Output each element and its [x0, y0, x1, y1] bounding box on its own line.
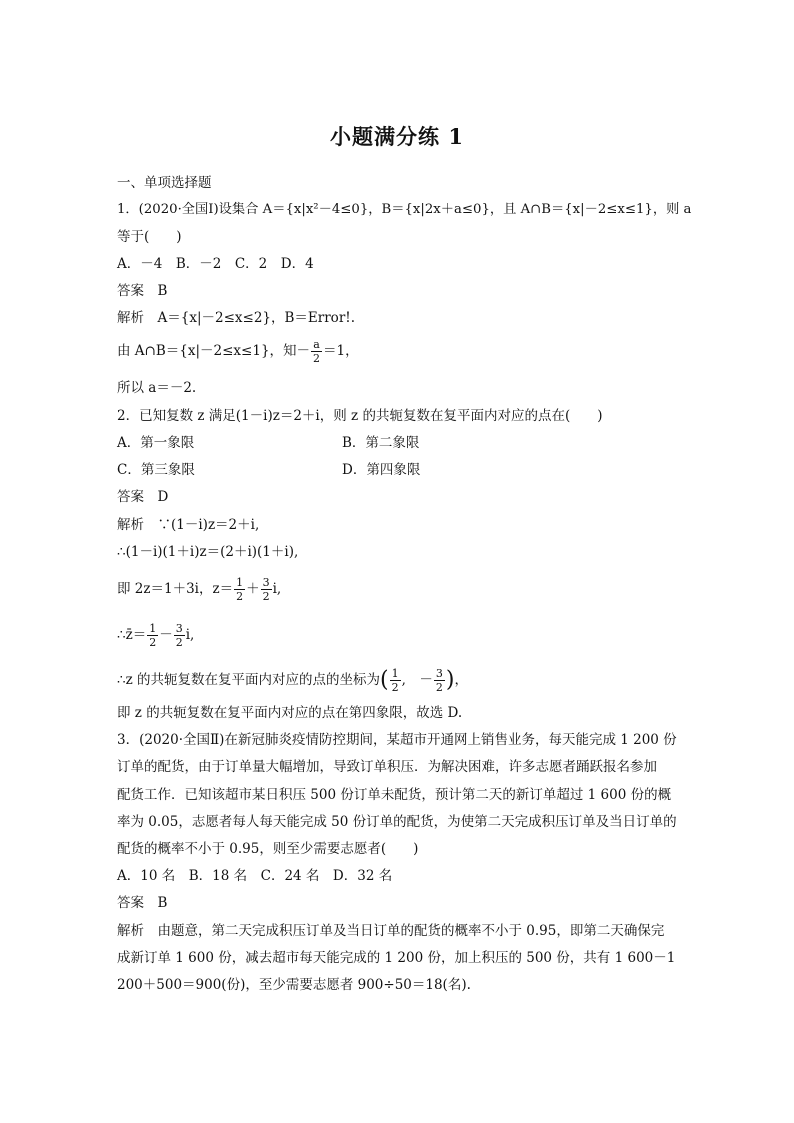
- fraction: $\frac{1}{2}$: [391, 667, 399, 694]
- page-title: 小题满分练 1: [330, 124, 464, 149]
- fraction: $\frac{3}{2}$: [435, 667, 443, 694]
- q3-analysis-line1: 解析 由题意，第二天完成积压订单及当日订单的配货的概率不小于 0.95，即第二天确保完: [117, 923, 665, 939]
- q2-analysis-line1: 解析 ∵(1－i)z＝2＋i,: [117, 517, 260, 533]
- q3-stem-line3: 配货工作．已知该超市某日积压 500 份订单未配货，预计第二天的新订单超过 1 600 份的概: [117, 787, 672, 803]
- q3-analysis-line2: 成新订单 1 600 份，减去超市每天能完成的 1 200 份，加上积压的 500 份，共有 1 600－1: [117, 950, 676, 966]
- q3-stem-line5: 配货的概率不小于 0.95，则至少需要志愿者( ): [117, 841, 419, 857]
- q2-analysis-line4: ∴z̄＝ $\frac{1}{2}$ － $\frac{3}{2}$ i,: [117, 622, 195, 649]
- q2-analysis-line6: 即 z 的共轭复数在复平面内对应的点在第四象限，故选 D.: [117, 705, 463, 721]
- q3-analysis-line3: 200＋500＝900(份)，至少需要志愿者 900÷50＝18(名).: [117, 977, 471, 993]
- q2-option-a: A．第一象限: [117, 435, 195, 451]
- q1-analysis-line2: 由 A∩B＝{x|－2≤x≤1}，知－ $\frac{a}{2}$ ＝1，: [117, 338, 359, 365]
- section-heading: 一、单项选择题: [117, 175, 212, 191]
- q2-analysis-line3: 即 2z＝1＋3i，z＝ $\frac{1}{2}$ ＋ $\frac{3}{2}$ i,: [117, 576, 282, 603]
- q3-stem-line1: 3．(2020·全国Ⅱ)在新冠肺炎疫情防控期间，某超市开通网上销售业务，每天能完成 1 200 份: [117, 732, 677, 748]
- fraction: $\frac{1}{2}$: [149, 622, 157, 649]
- q1-analysis-line3: 所以 a＝－2.: [117, 380, 197, 396]
- q2-option-d: D．第四象限: [342, 462, 421, 478]
- q3-answer: 答案 B: [117, 895, 168, 911]
- fraction: $\frac{1}{2}$: [236, 576, 244, 603]
- q2-analysis-line5: ∴z 的共轭复数在复平面内对应的点的坐标为( $\frac{1}{2}$ , － $\frac{3}{2}$ )，: [117, 667, 468, 694]
- q2-answer: 答案 D: [117, 489, 169, 505]
- q3-stem-line2: 订单的配货，由于订单量大幅增加，导致订单积压．为解决困难，许多志愿者踊跃报名参加: [117, 759, 657, 775]
- q1-answer: 答案 B: [117, 283, 168, 299]
- q1-stem-line2: 等于( ): [117, 229, 182, 245]
- fraction: $\frac{3}{2}$: [262, 576, 270, 603]
- q3-options: A．10 名 B．18 名 C．24 名 D．32 名: [117, 868, 393, 884]
- q1-analysis-text: 由 A∩B＝{x|－2≤x≤1}，知－: [117, 343, 311, 359]
- q2-option-b: B．第二象限: [342, 435, 420, 451]
- fraction: $\frac{3}{2}$: [175, 622, 183, 649]
- q2-option-c: C．第三象限: [117, 462, 195, 478]
- q1-options: A．－4 B．－2 C．2 D．4: [117, 256, 314, 272]
- q2-analysis-line2: ∴(1－i)(1＋i)z＝(2＋i)(1＋i),: [117, 544, 299, 560]
- q2-stem: 2．已知复数 z 满足(1－i)z＝2＋i，则 z 的共轭复数在复平面内对应的点在( ): [117, 408, 603, 424]
- fraction: $\frac{a}{2}$: [313, 338, 321, 365]
- q1-analysis-line1: 解析 A＝{x|－2≤x≤2}，B＝Error!.: [117, 310, 355, 326]
- q3-stem-line4: 率为 0.05，志愿者每人每天能完成 50 份订单的配货，为使第二天完成积压订单及当日订单的: [117, 814, 677, 830]
- q1-stem-line1: 1．(2020·全国Ⅰ)设集合 A＝{x|x²－4≤0}，B＝{x|2x＋a≤0}，且 A∩B＝{x|－2≤x≤1}，则 a: [117, 202, 692, 217]
